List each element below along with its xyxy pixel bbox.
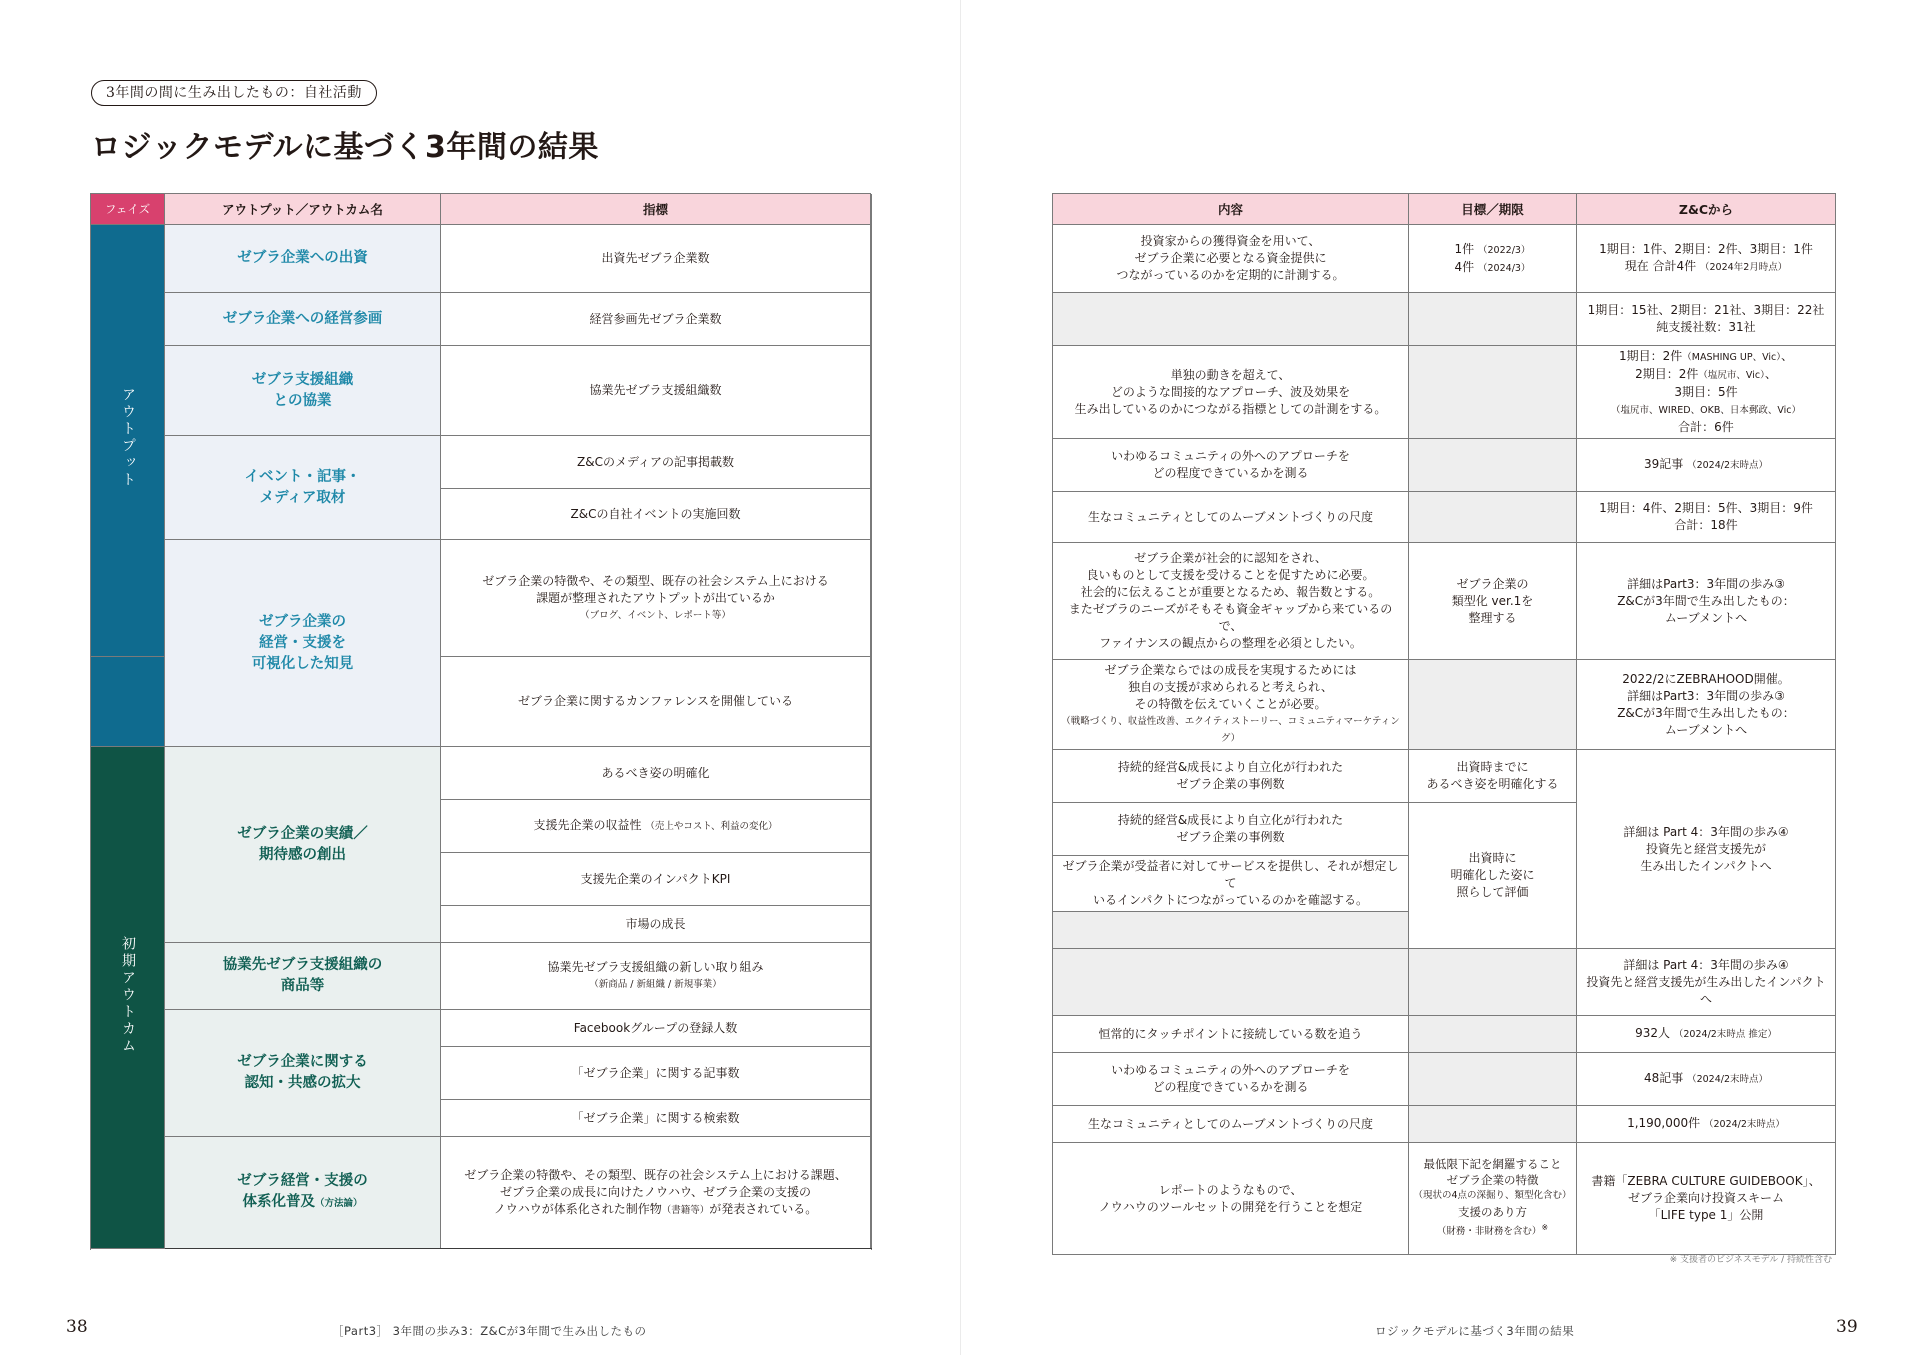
result-cell: 詳細はPart3：3年間の歩み③ Z&Cが3年間で生み出したもの： ムーブメントへ bbox=[1577, 543, 1836, 660]
header-content: 内容 bbox=[1053, 194, 1409, 225]
result-cell: 書籍「ZEBRA CULTURE GUIDEBOOK」、 ゼブラ企業向け投資スキーム 「LIFE type 1」公開 bbox=[1577, 1143, 1836, 1255]
result-cell: 1期目：1件、2期目：2件、3期目：1件 現在 合計4件 （2024年2月時点） bbox=[1577, 225, 1836, 293]
target-cell-empty bbox=[1409, 660, 1577, 750]
running-header-left: ［Part3］ 3年間の歩み3：Z&Cが3年間で生み出したもの bbox=[332, 1324, 647, 1338]
indicator-cell: 出資先ゼブラ企業数 bbox=[441, 225, 871, 293]
logic-model-table-right bbox=[1052, 193, 1836, 1255]
outcome-name: 協業先ゼブラ支援組織の 商品等 bbox=[165, 943, 441, 1010]
content-cell: レポートのようなもので、 ノウハウのツールセットの開発を行うことを想定 bbox=[1053, 1143, 1409, 1255]
result-cell: 48記事 （2024/2末時点） bbox=[1577, 1053, 1836, 1106]
indicator-cell: 「ゼブラ企業」に関する検索数 bbox=[441, 1100, 871, 1137]
indicator-cell: Z&Cのメディアの記事掲載数 bbox=[441, 436, 871, 489]
result-cell: 詳細は Part 4：3年間の歩み④ 投資先と経営支援先が 生み出したインパクトへ bbox=[1577, 750, 1836, 949]
header-target: 目標／期限 bbox=[1409, 194, 1577, 225]
content-cell: ゼブラ企業が受益者に対してサービスを提供し、それが想定して いるインパクトにつながっているのかを確認する。 bbox=[1053, 856, 1409, 912]
content-cell: 単独の動きを超えて、 どのような間接的なアプローチ、波及効果を 生み出しているのかにつながる指標としての計測をする。 bbox=[1053, 346, 1409, 439]
page-title: ロジックモデルに基づく3年間の結果 bbox=[91, 130, 599, 165]
content-cell: 持続的経営&成長により自立化が行われた ゼブラ企業の事例数 bbox=[1053, 803, 1409, 856]
target-cell-empty bbox=[1409, 439, 1577, 492]
outcome-name: ゼブラ企業の実績／ 期待感の創出 bbox=[165, 747, 441, 943]
content-cell: ゼブラ企業が社会的に認知をされ、 良いものとして支援を受けることを促すために必要。 社会的に伝えることが重要となるため、報告数とする。 またゼブラのニーズがそもそも資金ギャップから来ているので、 ファイナンスの観点からの整理を必須としたい。 bbox=[1053, 543, 1409, 660]
output-name: ゼブラ企業の 経営・支援を 可視化した知見 bbox=[165, 540, 441, 747]
indicator-cell: Z&Cの自社イベントの実施回数 bbox=[441, 489, 871, 540]
content-cell: 生なコミュニティとしてのムーブメントづくりの尺度 bbox=[1053, 1106, 1409, 1143]
indicator-cell: 「ゼブラ企業」に関する記事数 bbox=[441, 1047, 871, 1100]
target-cell-empty bbox=[1409, 346, 1577, 439]
indicator-cell: ゼブラ企業の特徴や、その類型、既存の社会システム上における課題、 ゼブラ企業の成長に向けたノウハウ、ゼブラ企業の支援の ノウハウが体系化された制作物（書籍等）が発表されている。 bbox=[441, 1137, 871, 1249]
header-result: Z&Cから bbox=[1577, 194, 1836, 225]
header-name: アウトプット／アウトカム名 bbox=[165, 194, 441, 225]
header-indicator: 指標 bbox=[441, 194, 871, 225]
result-cell: 詳細は Part 4：3年間の歩み④ 投資先と経営支援先が生み出したインパクトへ bbox=[1577, 949, 1836, 1016]
content-cell: いわゆるコミュニティの外へのアプローチを どの程度できているかを測る bbox=[1053, 1053, 1409, 1106]
result-cell: 932人 （2024/2末時点 推定） bbox=[1577, 1016, 1836, 1053]
page-number-left: 38 bbox=[66, 1317, 88, 1337]
output-name: イベント・記事・ メディア取材 bbox=[165, 436, 441, 540]
phase-output: アウトプット bbox=[91, 225, 165, 657]
output-name: ゼブラ支援組織 との協業 bbox=[165, 346, 441, 436]
indicator-cell: 支援先企業の収益性 （売上やコスト、利益の変化） bbox=[441, 800, 871, 853]
outcome-name: ゼブラ経営・支援の 体系化普及（方法論） bbox=[165, 1137, 441, 1249]
target-cell-empty bbox=[1409, 949, 1577, 1016]
output-name: ゼブラ企業への経営参画 bbox=[165, 293, 441, 346]
target-cell-empty bbox=[1409, 1106, 1577, 1143]
page-number-right: 39 bbox=[1836, 1317, 1858, 1337]
outcome-name: ゼブラ企業に関する 認知・共感の拡大 bbox=[165, 1010, 441, 1137]
content-cell: 投資家からの獲得資金を用いて、 ゼブラ企業に必要となる資金提供に つながっているのかを定期的に計測する。 bbox=[1053, 225, 1409, 293]
page-gutter bbox=[960, 0, 961, 1355]
target-cell-empty bbox=[1409, 492, 1577, 543]
content-cell: 生なコミュニティとしてのムーブメントづくりの尺度 bbox=[1053, 492, 1409, 543]
target-cell: 1件 （2022/3） 4件 （2024/3） bbox=[1409, 225, 1577, 293]
footnote: ※ 支援者のビジネスモデル / 持続性含む bbox=[1669, 1255, 1832, 1265]
content-cell: 恒常的にタッチポイントに接続している数を追う bbox=[1053, 1016, 1409, 1053]
indicator-cell: あるべき姿の明確化 bbox=[441, 747, 871, 800]
indicator-cell: ゼブラ企業の特徴や、その類型、既存の社会システム上における 課題が整理されたアウトプットが出ているか （ブログ、イベント、レポート等） bbox=[441, 540, 871, 657]
target-cell: 最低限下記を網羅すること ゼブラ企業の特徴 （現状の4点の深掘り、類型化含む） 支援のあり方 （財務・非財務を含む）※ bbox=[1409, 1143, 1577, 1255]
indicator-cell: 経営参画先ゼブラ企業数 bbox=[441, 293, 871, 346]
phase-initial-outcome: 初期アウトカム bbox=[91, 747, 165, 1249]
result-cell: 1期目：4件、2期目：5件、3期目：9件 合計：18件 bbox=[1577, 492, 1836, 543]
result-cell: 2022/2にZEBRAHOOD開催。 詳細はPart3：3年間の歩み③ Z&Cが3年間で生み出したもの： ムーブメントへ bbox=[1577, 660, 1836, 750]
header-phase: フェイズ bbox=[91, 194, 165, 225]
target-cell-empty bbox=[1409, 1016, 1577, 1053]
content-cell: いわゆるコミュニティの外へのアプローチを どの程度できているかを測る bbox=[1053, 439, 1409, 492]
indicator-cell: ゼブラ企業に関するカンファレンスを開催している bbox=[441, 657, 871, 747]
target-cell: 出資時に 明確化した姿に 照らして評価 bbox=[1409, 803, 1577, 949]
target-cell: ゼブラ企業の 類型化 ver.1を 整理する bbox=[1409, 543, 1577, 660]
target-cell-empty bbox=[1409, 1053, 1577, 1106]
indicator-cell: 支援先企業のインパクトKPI bbox=[441, 853, 871, 906]
result-cell: 1期目：15社、2期目：21社、3期目：22社 純支援社数：31社 bbox=[1577, 293, 1836, 346]
content-cell: 持続的経営&成長により自立化が行われた ゼブラ企業の事例数 bbox=[1053, 750, 1409, 803]
content-cell: ゼブラ企業ならではの成長を実現するためには 独自の支援が求められると考えられ、 その特徴を伝えていくことが必要。 （戦略づくり、収益性改善、エクイティストーリー、コミュニティマーケティング） bbox=[1053, 660, 1409, 750]
running-header-right: ロジックモデルに基づく3年間の結果 bbox=[1375, 1324, 1575, 1338]
content-cell-empty bbox=[1053, 293, 1409, 346]
indicator-cell: 協業先ゼブラ支援組織の新しい取り組み （新商品 / 新組織 / 新規事業） bbox=[441, 943, 871, 1010]
indicator-cell: Facebookグループの登録人数 bbox=[441, 1010, 871, 1047]
result-cell: 39記事 （2024/2末時点） bbox=[1577, 439, 1836, 492]
content-cell-empty bbox=[1053, 912, 1409, 949]
target-cell: 出資時までに あるべき姿を明確化する bbox=[1409, 750, 1577, 803]
result-cell: 1,190,000件 （2024/2末時点） bbox=[1577, 1106, 1836, 1143]
target-cell-empty bbox=[1409, 293, 1577, 346]
section-badge: 3年間の間に生み出したもの：自社活動 bbox=[91, 80, 377, 106]
indicator-cell: 協業先ゼブラ支援組織数 bbox=[441, 346, 871, 436]
logic-model-table-left bbox=[90, 193, 872, 1249]
content-cell-empty bbox=[1053, 949, 1409, 1016]
output-name: ゼブラ企業への出資 bbox=[165, 225, 441, 293]
result-cell: 1期目：2件（MASHING UP、Vic）、 2期目：2件（塩尻市、Vic）、 3期目：5件（塩尻市、WIRED、OKB、日本郵政、Vic） 合計：6件 bbox=[1577, 346, 1836, 439]
indicator-cell: 市場の成長 bbox=[441, 906, 871, 943]
